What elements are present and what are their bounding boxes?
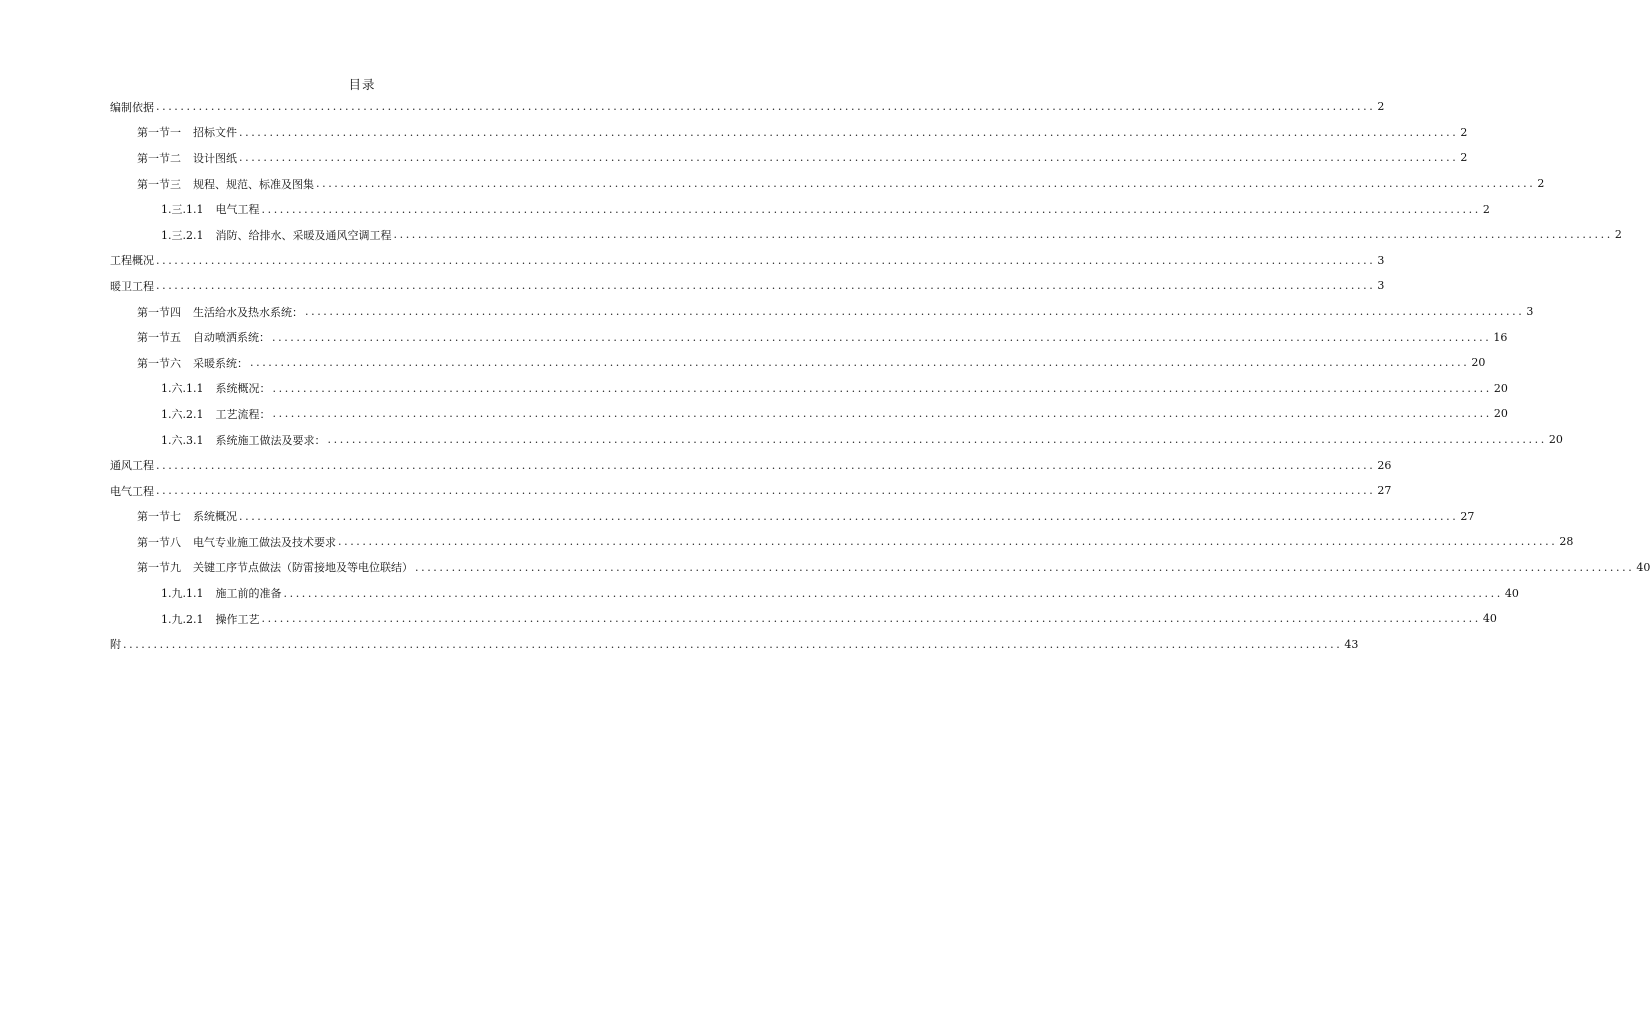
toc-dot-leader: ........................................................................................................................................................................................................	[239, 125, 1459, 139]
toc-page-number: 3	[1377, 253, 1385, 267]
toc-entry[interactable]	[110, 529, 1574, 555]
toc-entry-label	[137, 534, 336, 550]
toc-page-number: 2	[1482, 202, 1490, 216]
toc-entry[interactable]	[110, 145, 1468, 171]
toc-dot-leader: ........................................................................................................................................................................................................	[239, 151, 1459, 165]
toc-entry[interactable]	[110, 120, 1468, 146]
toc-page-number: 16	[1493, 330, 1508, 344]
toc-entry-number: 第一节八	[137, 535, 181, 549]
toc-entry-text: 系统施工做法及要求：	[215, 433, 326, 447]
toc-entry[interactable]	[110, 401, 1508, 427]
toc-entry-text: 自动喷洒系统：	[193, 331, 270, 345]
toc-entry-label	[137, 329, 270, 345]
toc-entry-label	[137, 124, 237, 140]
toc-entry-label	[161, 227, 392, 243]
toc-page-number: 43	[1344, 637, 1359, 651]
toc-entry-text: 电气工程	[215, 203, 260, 217]
toc-entry-text: 电气工程	[110, 484, 154, 498]
toc-entry[interactable]	[110, 631, 1359, 657]
toc-page-number: 3	[1526, 305, 1534, 319]
toc-entry-text: 系统概况：	[215, 382, 271, 396]
toc-entry-number: 第一节四	[137, 305, 181, 319]
toc-entry[interactable]	[110, 606, 1497, 632]
toc-entry-number: 第一节五	[137, 331, 181, 345]
toc-page-number: 2	[1537, 177, 1545, 191]
toc-entry-text: 招标文件	[193, 126, 237, 140]
toc-entry-text: 消防、给排水、采暖及通风空调工程	[215, 228, 392, 242]
toc-entry-number: 1.六.3.1	[161, 433, 204, 447]
toc-entry-label	[161, 611, 260, 627]
toc-page-number: 40	[1636, 560, 1650, 574]
toc-dot-leader: ........................................................................................................................................................................................................	[156, 100, 1376, 114]
toc-entry-label	[137, 508, 237, 524]
toc-entry-label	[137, 304, 303, 320]
toc-entry-text: 工程概况	[110, 254, 154, 268]
toc-entry-text: 编制依据	[110, 100, 154, 114]
toc-entry-label	[110, 483, 154, 499]
toc-entry-text: 暖卫工程	[110, 279, 154, 293]
toc-page-number: 20	[1548, 433, 1563, 447]
toc-page-number: 2	[1614, 228, 1622, 242]
toc-entry-text: 关键工序节点做法（防雷接地及等电位联结）	[193, 561, 413, 575]
toc-entry[interactable]	[110, 273, 1385, 299]
toc-entry[interactable]	[110, 94, 1385, 120]
toc-title: 目录	[348, 77, 376, 92]
toc-dot-leader: ........................................................................................................................................................................................................	[239, 509, 1459, 523]
toc-entry[interactable]	[110, 171, 1545, 197]
toc-dot-leader: ........................................................................................................................................................................................................	[272, 330, 1492, 344]
toc-entry[interactable]	[110, 478, 1392, 504]
toc-entry-number: 1.三.2.1	[161, 228, 204, 242]
toc-entry-number: 1.三.1.1	[161, 203, 204, 217]
toc-entry-number: 第一节三	[137, 177, 181, 191]
toc-dot-leader: ........................................................................................................................................................................................................	[250, 356, 1470, 370]
toc-dot-leader: ........................................................................................................................................................................................................	[156, 458, 1376, 472]
toc-page-number: 2	[1460, 125, 1468, 139]
toc-entry[interactable]	[110, 196, 1490, 222]
toc-entry-label	[161, 380, 271, 396]
toc-entry-number: 第一节九	[137, 561, 181, 575]
toc-entry[interactable]	[110, 248, 1385, 274]
toc-entry-text: 通风工程	[110, 459, 154, 473]
toc-dot-leader: ........................................................................................................................................................................................................	[272, 407, 1492, 421]
toc-entry-label	[137, 355, 248, 371]
toc-page-number: 2	[1460, 151, 1468, 165]
toc-dot-leader: ........................................................................................................................................................................................................	[123, 637, 1343, 651]
toc-entry-text: 生活给水及热水系统：	[193, 305, 303, 319]
toc-entry-number: 第一节七	[137, 510, 181, 524]
toc-entry-text: 电气专业施工做法及技术要求	[193, 535, 336, 549]
toc-page-number: 3	[1377, 279, 1385, 293]
toc-page-number: 40	[1504, 586, 1519, 600]
toc-dot-leader: ........................................................................................................................................................................................................	[393, 228, 1613, 242]
toc-entry-text: 附	[110, 638, 121, 652]
toc-entry[interactable]	[110, 504, 1475, 530]
toc-entry[interactable]	[110, 350, 1486, 376]
toc-page-number: 20	[1493, 407, 1508, 421]
toc-entry-label	[161, 406, 271, 422]
toc-entry-label	[137, 559, 413, 575]
toc-entry-number: 1.九.2.1	[161, 612, 204, 626]
toc-entry-text: 采暖系统：	[193, 356, 248, 370]
toc-page-number: 40	[1482, 612, 1497, 626]
toc-entry[interactable]	[110, 452, 1392, 478]
toc-entry[interactable]	[110, 222, 1622, 248]
toc-entry-text: 系统概况	[193, 510, 237, 524]
toc-dot-leader: ........................................................................................................................................................................................................	[327, 433, 1547, 447]
table-of-contents	[110, 94, 1650, 657]
toc-dot-leader: ........................................................................................................................................................................................................	[272, 381, 1492, 395]
toc-dot-leader: ........................................................................................................................................................................................................	[283, 586, 1503, 600]
toc-entry-text: 施工前的准备	[215, 587, 282, 601]
toc-entry-number: 第一节一	[137, 126, 181, 140]
toc-page-number: 20	[1493, 381, 1508, 395]
toc-entry[interactable]	[110, 324, 1508, 350]
toc-dot-leader: ........................................................................................................................................................................................................	[156, 253, 1376, 267]
toc-entry[interactable]	[110, 376, 1508, 402]
toc-entry-number: 第一节六	[137, 356, 181, 370]
toc-entry-label	[161, 585, 282, 601]
toc-entry-text: 设计图纸	[193, 151, 237, 165]
toc-dot-leader: ........................................................................................................................................................................................................	[415, 560, 1635, 574]
toc-entry-text: 操作工艺	[215, 612, 260, 626]
toc-entry-label	[110, 457, 154, 473]
toc-entry-label	[161, 201, 260, 217]
toc-page-number: 28	[1559, 535, 1574, 549]
toc-entry-number: 1.九.1.1	[161, 587, 204, 601]
toc-entry[interactable]	[110, 580, 1519, 606]
toc-dot-leader: ........................................................................................................................................................................................................	[261, 202, 1481, 216]
toc-page-number: 26	[1377, 458, 1392, 472]
toc-entry[interactable]	[110, 555, 1650, 581]
toc-entry[interactable]	[110, 299, 1534, 325]
toc-dot-leader: ........................................................................................................................................................................................................	[261, 612, 1481, 626]
toc-entry-number: 第一节二	[137, 151, 181, 165]
toc-page-number: 20	[1471, 356, 1486, 370]
toc-entry-number: 1.六.2.1	[161, 407, 204, 421]
toc-entry-label	[110, 278, 154, 294]
toc-entry-label	[110, 99, 154, 115]
toc-entry-label	[137, 150, 237, 166]
toc-entry-label	[110, 636, 121, 652]
toc-page-number: 27	[1460, 509, 1475, 523]
toc-entry-text: 规程、规范、标准及图集	[193, 177, 314, 191]
toc-entry-text: 工艺流程：	[215, 407, 271, 421]
toc-entry-label	[161, 432, 326, 448]
toc-dot-leader: ........................................................................................................................................................................................................	[338, 535, 1558, 549]
toc-dot-leader: ........................................................................................................................................................................................................	[156, 484, 1376, 498]
toc-dot-leader: ........................................................................................................................................................................................................	[316, 177, 1536, 191]
toc-entry[interactable]	[110, 427, 1563, 453]
toc-dot-leader: ........................................................................................................................................................................................................	[305, 305, 1525, 319]
toc-page-number: 27	[1377, 484, 1392, 498]
toc-page-number: 2	[1377, 100, 1385, 114]
toc-entry-label	[110, 252, 154, 268]
toc-entry-number: 1.六.1.1	[161, 382, 204, 396]
toc-entry-label	[137, 176, 314, 192]
toc-dot-leader: ........................................................................................................................................................................................................	[156, 279, 1376, 293]
